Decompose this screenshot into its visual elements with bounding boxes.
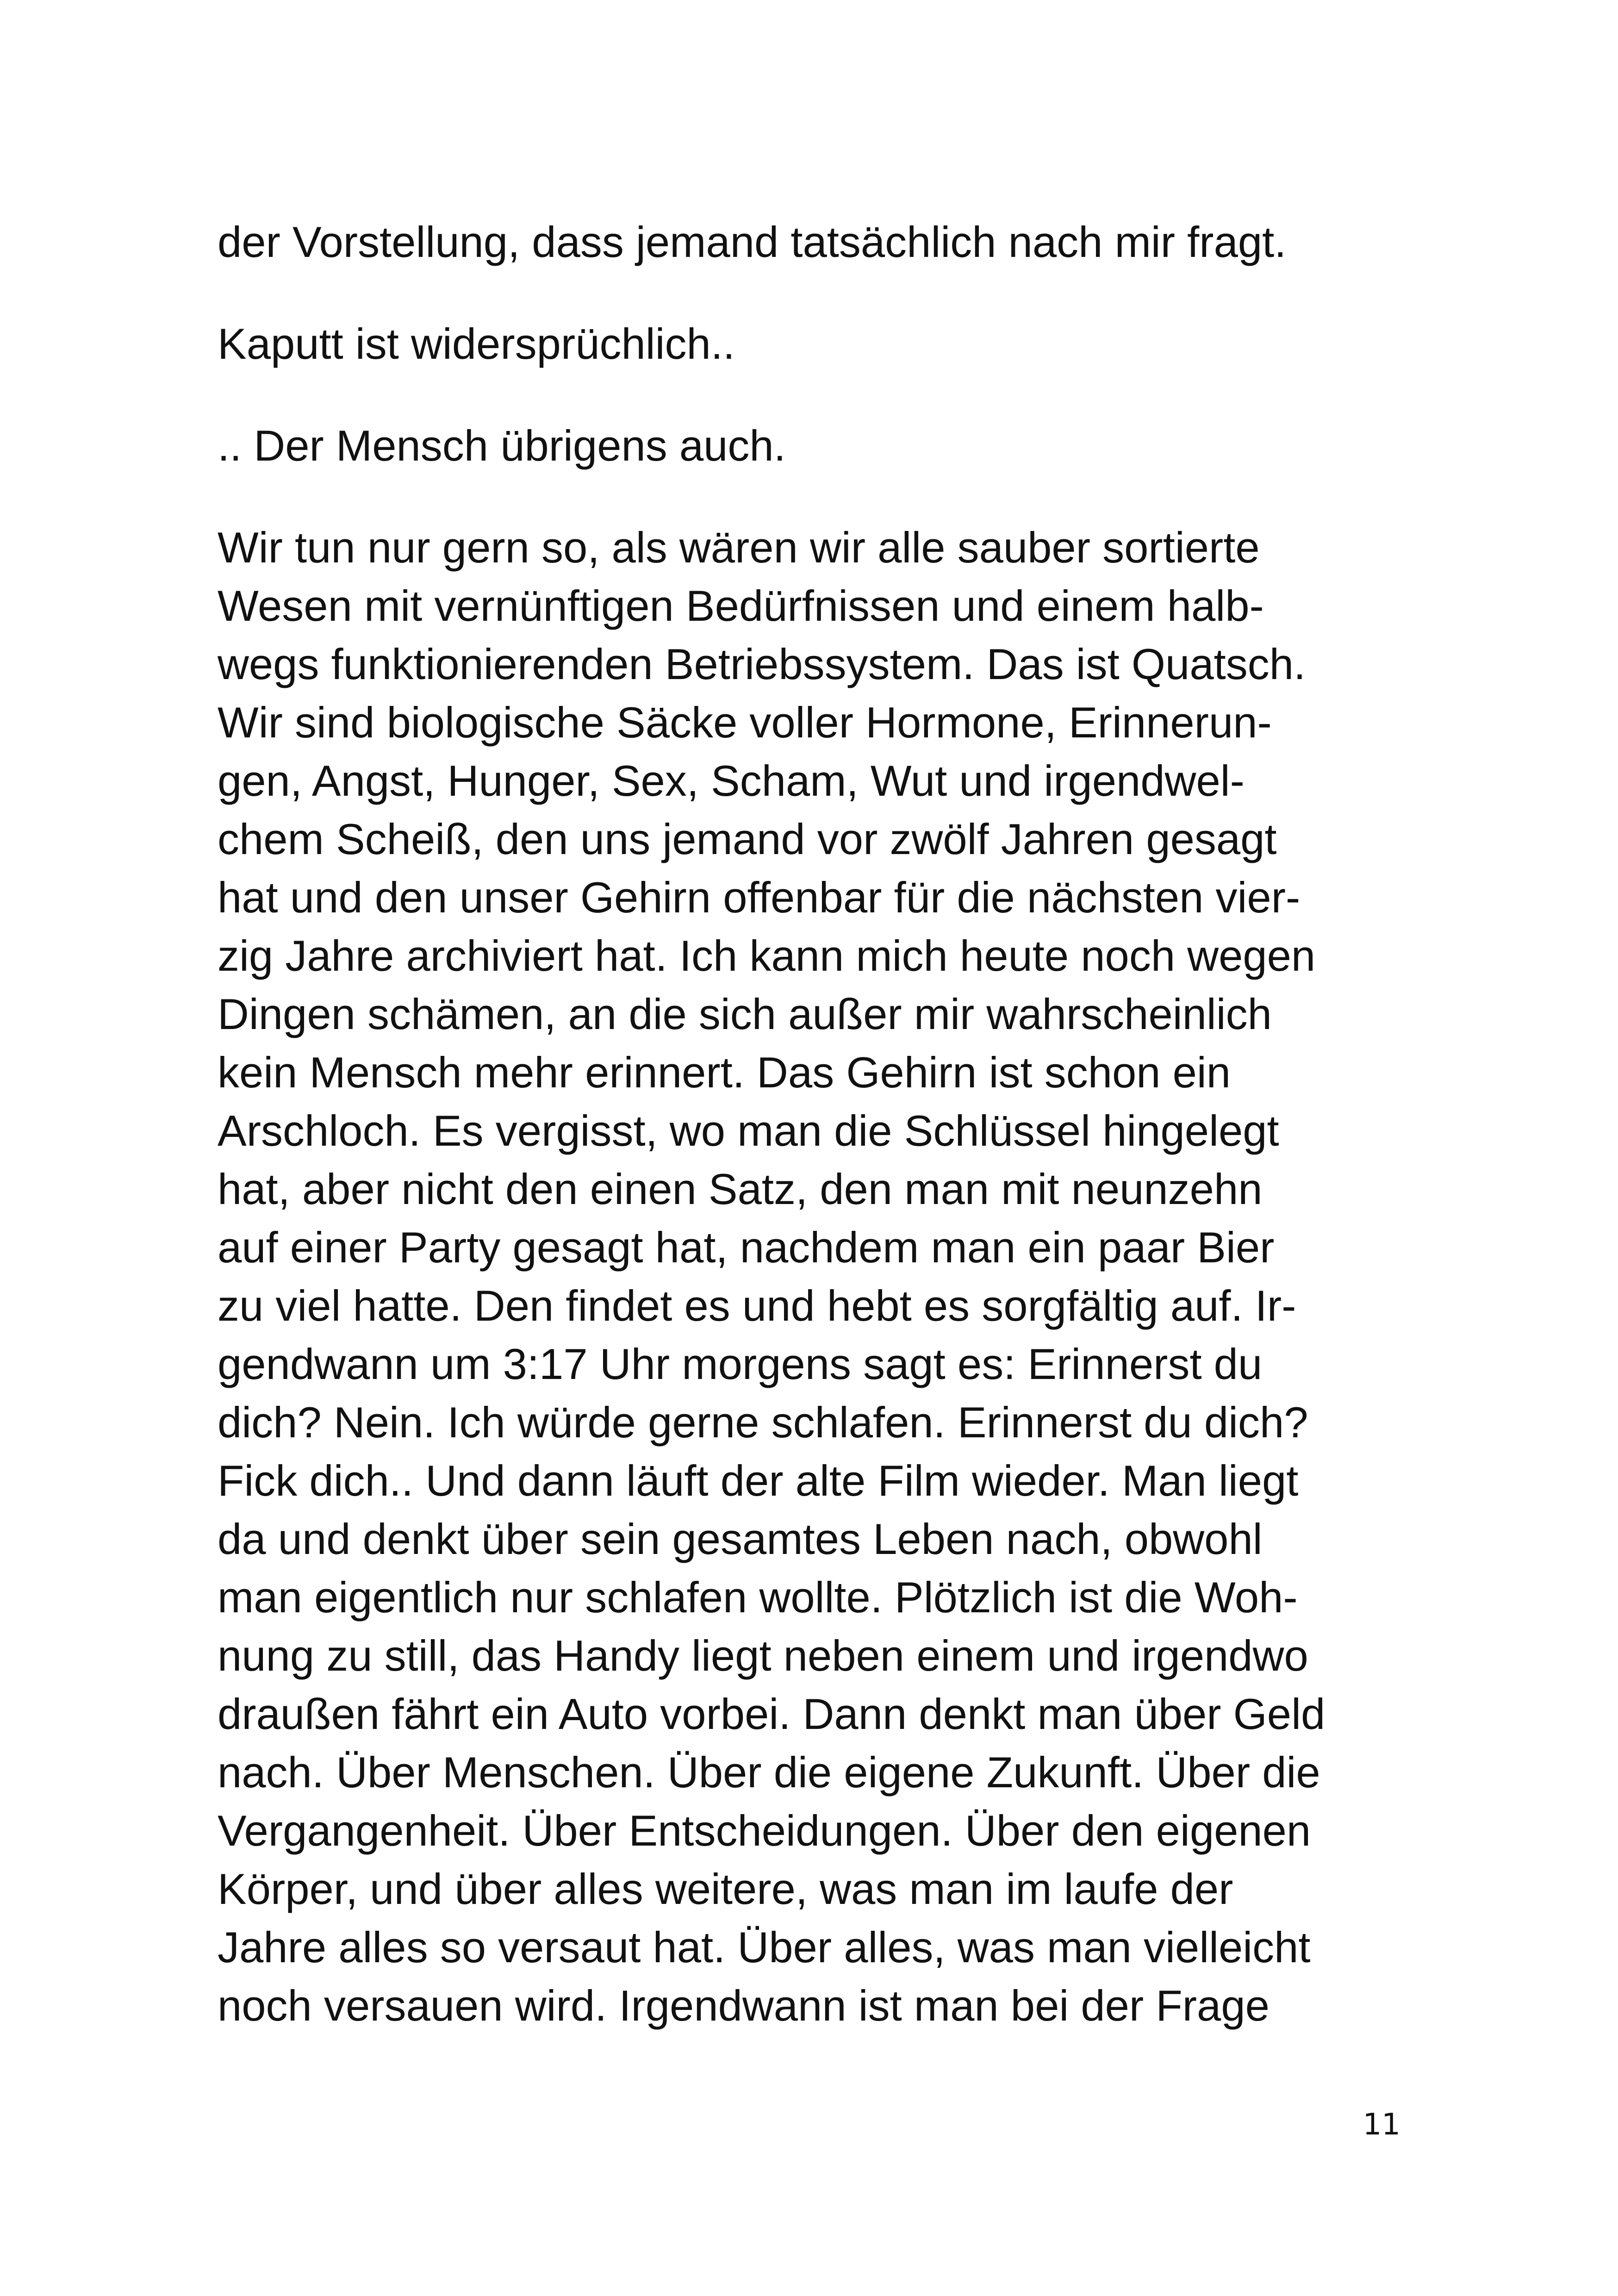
text-line: Körper, und über alles weitere, was man im laufe der	[218, 1865, 1233, 1913]
paragraph-main	[218, 518, 1430, 2035]
text-line: Jahre alles so versaut hat. Über alles, was man vielleicht	[218, 1923, 1311, 1972]
text-line: man eigentlich nur schlafen wollte. Plötzlich ist die Woh-	[218, 1573, 1298, 1622]
text-line: Dingen schämen, an die sich außer mir wahrscheinlich	[218, 990, 1272, 1038]
paragraph-kaputt	[218, 315, 1430, 373]
text-line: zig Jahre archiviert hat. Ich kann mich heute noch wegen	[218, 931, 1316, 980]
text-line: Arschloch. Es vergisst, wo man die Schlüssel hingelegt	[218, 1106, 1279, 1155]
text-line: wegs funktionierenden Betriebssystem. Das ist Quatsch.	[218, 640, 1306, 688]
text-line: Wir sind biologische Säcke voller Hormone, Erinnerun-	[218, 698, 1272, 747]
text-line: kein Mensch mehr erinnert. Das Gehirn ist schon ein	[218, 1048, 1231, 1097]
paragraph-intro	[218, 213, 1430, 271]
text-line: chem Scheiß, den uns jemand vor zwölf Jahren gesagt	[218, 815, 1277, 863]
text-line: draußen fährt ein Auto vorbei. Dann denkt man über Geld	[218, 1690, 1326, 1738]
text-line: Wesen mit vernünftigen Bedürfnissen und einem halb-	[218, 581, 1264, 630]
text-line: nung zu still, das Handy liegt neben einem und irgendwo	[218, 1631, 1308, 1680]
text-line: der Vorstellung, dass jemand tatsächlich nach mir fragt.	[218, 218, 1287, 266]
text-line: nach. Über Menschen. Über die eigene Zukunft. Über die	[218, 1748, 1320, 1797]
text-line: dich? Nein. Ich würde gerne schlafen. Erinnerst du dich?	[218, 1398, 1308, 1447]
text-line: da und denkt über sein gesamtes Leben nach, obwohl	[218, 1515, 1263, 1563]
text-line: Wir tun nur gern so, als wären wir alle sauber sortierte	[218, 523, 1260, 572]
text-line: Kaputt ist widersprüchlich..	[218, 319, 735, 368]
text-line: gendwann um 3:17 Uhr morgens sagt es: Erinnerst du	[218, 1340, 1263, 1388]
text-line: Vergangenheit. Über Entscheidungen. Über den eigenen	[218, 1806, 1311, 1855]
text-line: .. Der Mensch übrigens auch.	[218, 421, 786, 470]
text-line: noch versauen wird. Irgendwann ist man bei der Frage	[218, 1981, 1270, 2030]
text-line: zu viel hatte. Den findet es und hebt es sorgfältig auf. Ir-	[218, 1281, 1296, 1330]
page-number: 11	[1363, 2108, 1400, 2142]
body-text	[218, 213, 1430, 2035]
text-line: auf einer Party gesagt hat, nachdem man ein paar Bier	[218, 1223, 1275, 1272]
text-line: hat, aber nicht den einen Satz, den man mit neunzehn	[218, 1165, 1263, 1213]
text-line: Fick dich.. Und dann läuft der alte Film wieder. Man liegt	[218, 1456, 1299, 1505]
text-line: gen, Angst, Hunger, Sex, Scham, Wut und irgendwel-	[218, 756, 1245, 805]
paragraph-mensch	[218, 417, 1430, 475]
text-line: hat und den unser Gehirn offenbar für die nächsten vier-	[218, 873, 1301, 922]
